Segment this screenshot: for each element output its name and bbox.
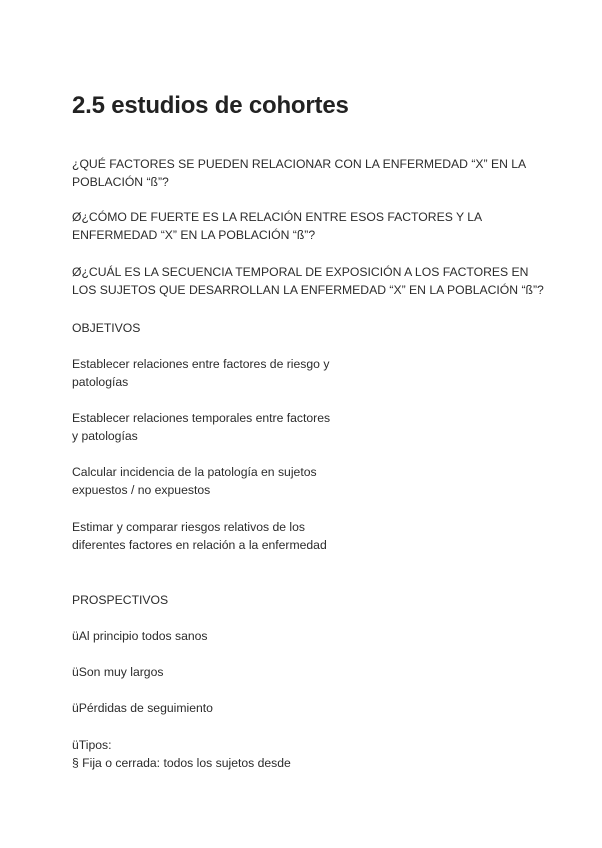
page-title: 2.5 estudios de cohortes	[72, 92, 349, 119]
text-line: Establecer relaciones entre factores de riesgo y	[72, 357, 330, 371]
text-line: üPérdidas de seguimiento	[72, 701, 213, 715]
text-line: y patologías	[72, 429, 138, 443]
text-line: ENFERMEDAD “X” EN LA POBLACIÓN “ß”?	[72, 228, 316, 242]
text-line: Establecer relaciones temporales entre factores	[72, 411, 331, 425]
text-line: Estimar y comparar riesgos relativos de los	[72, 520, 305, 534]
text-line: diferentes factores en relación a la enfermedad	[72, 538, 327, 552]
text-line: expuestos / no expuestos	[72, 483, 211, 497]
objectives-heading	[72, 319, 140, 337]
text-line: üTipos:	[72, 738, 112, 752]
objective-item	[72, 463, 317, 499]
text-line: Calcular incidencia de la patología en sujetos	[72, 465, 317, 479]
question-strength	[72, 208, 482, 244]
text-line: patologías	[72, 375, 129, 389]
text-line: üSon muy largos	[72, 665, 164, 679]
text-line: § Fija o cerrada: todos los sujetos desde	[72, 756, 291, 770]
text-line: POBLACIÓN “ß”?	[72, 175, 169, 189]
text-line: Ø¿CUÁL ES LA SECUENCIA TEMPORAL DE EXPOSICIÓN A LOS FACTORES EN	[72, 265, 529, 279]
text-line: LOS SUJETOS QUE DESARROLLAN LA ENFERMEDAD “X” EN LA POBLACIÓN “ß”?	[72, 283, 544, 297]
prospective-item	[72, 699, 213, 717]
prospective-item	[72, 663, 163, 681]
prospective-heading	[72, 591, 168, 609]
objective-item	[72, 409, 330, 445]
text-line: OBJETIVOS	[72, 321, 141, 335]
text-line: ¿QUÉ FACTORES SE PUEDEN RELACIONAR CON LA ENFERMEDAD “X” EN LA	[72, 157, 527, 171]
question-sequence	[72, 263, 544, 299]
prospective-item	[72, 736, 291, 772]
question-factors	[72, 155, 526, 191]
objective-item	[72, 355, 329, 391]
text-line: üAl principio todos sanos	[72, 629, 208, 643]
prospective-item	[72, 627, 208, 645]
objective-item	[72, 518, 327, 554]
text-line: PROSPECTIVOS	[72, 593, 169, 607]
text-line: Ø¿CÓMO DE FUERTE ES LA RELACIÓN ENTRE ESOS FACTORES Y LA	[72, 210, 483, 224]
